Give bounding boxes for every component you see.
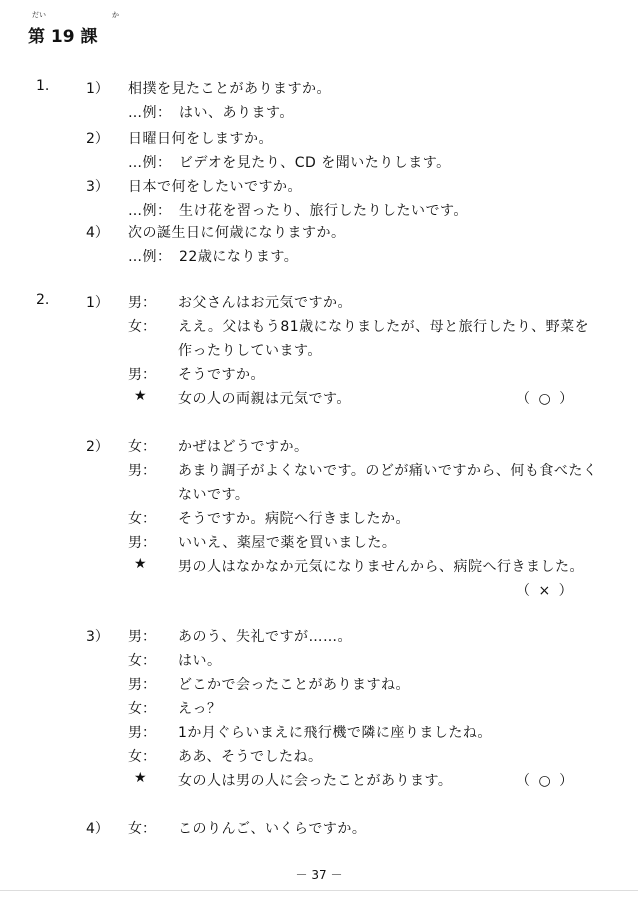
s2-d2-star-icon: ★ — [134, 556, 147, 572]
s1-item-1-number: 1） — [86, 81, 109, 97]
s2-d3-line-1-speaker: 男： — [128, 629, 156, 645]
s2-d2-line-3-text: ないです。 — [178, 487, 250, 503]
s1-item-3-number: 3） — [86, 179, 109, 195]
s1-item-2-example: …例： ビデオを見たり、CD を聞いたりします。 — [128, 155, 451, 171]
s2-d2-line-2-text: あまり調子がよくないです。のどが痛いですから、何も食べたく — [178, 463, 598, 479]
s1-item-4-example: …例： 22歳になります。 — [128, 249, 299, 265]
s2-d4-line-1-text: このりんご、いくらですか。 — [178, 821, 367, 837]
s2-d3-line-5-text: 1か月ぐらいまえに飛行機で隣に座りましたね。 — [178, 725, 492, 741]
s2-d3-star-icon: ★ — [134, 770, 147, 786]
s2-d2-answer: （ × ） — [516, 583, 575, 599]
s1-item-2-question: 日曜日何をしますか。 — [128, 131, 273, 147]
s2-d1-line-1-speaker: 男： — [128, 295, 156, 311]
page-bottom-divider — [0, 890, 638, 891]
s2-d3-answer: （ ○ ） — [516, 773, 576, 789]
page-number: － 37 － — [295, 868, 343, 882]
s2-d3-line-6-text: ああ、そうでしたね。 — [178, 749, 323, 765]
s2-d2-line-1-speaker: 女： — [128, 439, 156, 455]
s2-d3-line-6-speaker: 女： — [128, 749, 156, 765]
s1-item-3-question: 日本で何をしたいですか。 — [128, 179, 302, 195]
s2-dialog-4-number: 4） — [86, 821, 109, 837]
s1-item-3-example: …例： 生け花を習ったり、旅行したりしたいです。 — [128, 203, 468, 219]
s2-dialog-3-number: 3） — [86, 629, 109, 645]
s2-d3-line-3-speaker: 男： — [128, 677, 156, 693]
s1-item-4-number: 4） — [86, 225, 109, 241]
section-2-label: 2. — [36, 292, 50, 308]
s2-d1-star-icon: ★ — [134, 388, 147, 404]
title-ruby-ka: か — [112, 11, 119, 19]
s2-d3-line-4-speaker: 女： — [128, 701, 156, 717]
s2-d2-line-5-speaker: 男： — [128, 535, 156, 551]
s2-d4-line-1-speaker: 女： — [128, 821, 156, 837]
s2-d1-line-2-speaker: 女： — [128, 319, 156, 335]
s2-d1-line-3-text: 作ったりしています。 — [178, 343, 322, 359]
s2-d3-line-2-text: はい。 — [178, 653, 222, 669]
lesson-title-text: 第 19 課 — [28, 27, 98, 47]
s2-d1-line-4-text: そうですか。 — [178, 367, 265, 383]
s2-dialog-1-number: 1） — [86, 295, 109, 311]
s2-d2-line-4-speaker: 女： — [128, 511, 156, 527]
s1-item-1-example: …例： はい、あります。 — [128, 105, 294, 121]
s2-d2-line-5-text: いいえ、薬屋で薬を買いました。 — [178, 535, 397, 551]
s2-d3-statement: 女の人は男の人に会ったことがあります。 — [178, 773, 453, 789]
s2-d3-line-2-speaker: 女： — [128, 653, 156, 669]
s2-d3-line-3-text: どこかで会ったことがありますね。 — [178, 677, 410, 693]
s2-d3-line-1-text: あのう、失礼ですが……。 — [178, 629, 352, 645]
s2-dialog-2-number: 2） — [86, 439, 109, 455]
s1-item-2-number: 2） — [86, 131, 109, 147]
s1-item-1-question: 相撲を見たことがありますか。 — [128, 81, 331, 97]
s2-d1-answer: （ ○ ） — [516, 391, 576, 407]
s2-d3-line-4-text: えっ？ — [178, 701, 222, 717]
s2-d1-line-1-text: お父さんはお元気ですか。 — [178, 295, 352, 311]
s2-d2-line-4-text: そうですか。病院へ行きましたか。 — [178, 511, 410, 527]
s2-d1-statement: 女の人の両親は元気です。 — [178, 391, 351, 407]
s2-d2-statement: 男の人はなかなか元気になりませんから、病院へ行きました。 — [178, 559, 584, 575]
s2-d2-line-1-text: かぜはどうですか。 — [178, 439, 309, 455]
title-ruby-dai: だい — [32, 11, 46, 19]
lesson-title — [28, 11, 119, 47]
s2-d1-line-2-text: ええ。父はもう81歳になりましたが、母と旅行したり、野菜を — [178, 319, 590, 335]
s2-d2-line-2-speaker: 男： — [128, 463, 156, 479]
s1-item-4-question: 次の誕生日に何歳になりますか。 — [128, 225, 346, 241]
section-1-label: 1. — [36, 78, 50, 94]
s2-d1-line-4-speaker: 男： — [128, 367, 156, 383]
s2-d3-line-5-speaker: 男： — [128, 725, 156, 741]
